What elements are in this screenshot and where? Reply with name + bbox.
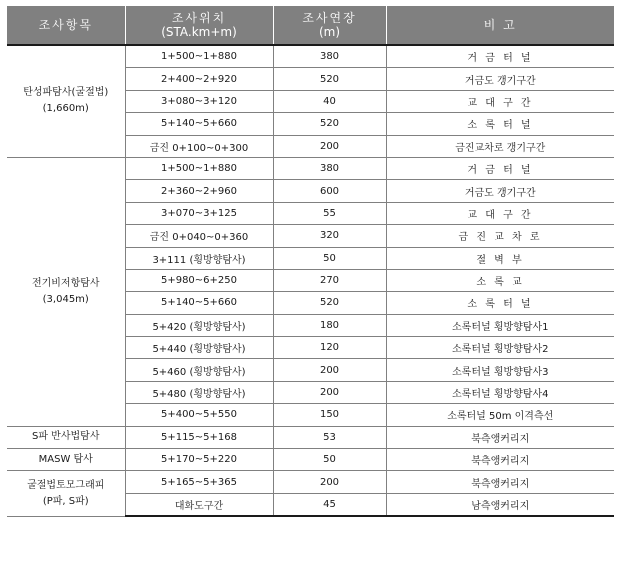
remark-cell: 교 대 구 간 (386, 202, 614, 224)
location-cell: 5+140~5+660 (125, 113, 273, 135)
survey-item-name: 전기비저항탐사 (31, 277, 100, 289)
length-cell: 180 (273, 314, 386, 336)
table-row (7, 426, 614, 448)
survey-item-cell (7, 45, 125, 157)
survey-item-cell (7, 157, 125, 426)
table-row (7, 157, 614, 179)
survey-item-name: 탄성파탐사(굴절법) (23, 87, 109, 99)
remark-cell: 소록터널 횡방향탐사1 (386, 314, 614, 336)
remark-cell: 거 금 터 널 (386, 45, 614, 68)
location-cell: 5+140~5+660 (125, 292, 273, 314)
length-cell: 270 (273, 269, 386, 291)
location-cell: 3+070~3+125 (125, 202, 273, 224)
location-cell: 5+980~6+250 (125, 269, 273, 291)
header-length: 조사연장 (m) (273, 6, 386, 46)
survey-item-cell (7, 426, 125, 448)
survey-item-total: (3,045m) (42, 293, 89, 305)
length-cell: 320 (273, 225, 386, 247)
remark-cell: 교 대 구 간 (386, 90, 614, 112)
length-cell: 55 (273, 202, 386, 224)
location-cell: 2+360~2+960 (125, 180, 273, 202)
remark-cell: 거금도 갱기구간 (386, 180, 614, 202)
location-cell: 금진 0+040~0+360 (125, 225, 273, 247)
length-cell: 50 (273, 247, 386, 269)
location-cell: 5+115~5+168 (125, 426, 273, 448)
survey-item-total: (1,660m) (42, 103, 89, 115)
remark-cell: 거금도 갱기구간 (386, 68, 614, 90)
remark-cell: 거 금 터 널 (386, 157, 614, 179)
remark-cell: 절 벽 부 (386, 247, 614, 269)
location-cell: 5+400~5+550 (125, 404, 273, 426)
remark-cell: 금 진 교 차 로 (386, 225, 614, 247)
length-cell: 45 (273, 493, 386, 516)
location-cell: 5+165~5+365 (125, 471, 273, 493)
remark-cell: 소록터널 횡방향탐사3 (386, 359, 614, 381)
location-cell: 1+500~1+880 (125, 157, 273, 179)
header-item: 조사항목 (7, 6, 125, 46)
location-cell: 5+170~5+220 (125, 449, 273, 471)
location-cell: 금진 0+100~0+300 (125, 135, 273, 157)
table-row (7, 471, 614, 493)
survey-item-name: S파 반사법탐사 (32, 431, 100, 443)
table-row (7, 449, 614, 471)
survey-table (7, 5, 614, 517)
length-cell: 380 (273, 45, 386, 68)
location-cell: 5+480 (횡방향탐사) (125, 381, 273, 403)
location-cell: 1+500~1+880 (125, 45, 273, 68)
remark-cell: 남측앵커리지 (386, 493, 614, 516)
remark-cell: 북측앵커리지 (386, 449, 614, 471)
location-cell: 5+440 (횡방향탐사) (125, 337, 273, 359)
length-cell: 380 (273, 157, 386, 179)
header-location: 조사위치 (STA.km+m) (125, 6, 273, 46)
remark-cell: 금진교차로 갱기구간 (386, 135, 614, 157)
length-cell: 53 (273, 426, 386, 448)
location-cell: 3+080~3+120 (125, 90, 273, 112)
survey-item-cell (7, 449, 125, 471)
table-row (7, 45, 614, 68)
location-cell: 대화도구간 (125, 493, 273, 516)
remark-cell: 소 록 터 널 (386, 113, 614, 135)
remark-cell: 북측앵커리지 (386, 471, 614, 493)
length-cell: 40 (273, 90, 386, 112)
survey-item-cell (7, 471, 125, 516)
length-cell: 50 (273, 449, 386, 471)
survey-item-name: MASW 탐사 (38, 453, 93, 465)
length-cell: 200 (273, 359, 386, 381)
remark-cell: 소 록 교 (386, 269, 614, 291)
location-cell: 3+111 (횡방향탐사) (125, 247, 273, 269)
header-row (7, 6, 614, 46)
header-remark: 비 고 (386, 6, 614, 46)
length-cell: 520 (273, 113, 386, 135)
remark-cell: 북측앵커리지 (386, 426, 614, 448)
length-cell: 120 (273, 337, 386, 359)
location-cell: 5+460 (횡방향탐사) (125, 359, 273, 381)
remark-cell: 소록터널 50m 이격측선 (386, 404, 614, 426)
length-cell: 520 (273, 68, 386, 90)
length-cell: 520 (273, 292, 386, 314)
length-cell: 200 (273, 381, 386, 403)
location-cell: 2+400~2+920 (125, 68, 273, 90)
length-cell: 150 (273, 404, 386, 426)
survey-item-name: 굴절법토모그래피 (27, 479, 105, 491)
survey-item-total: (P파, S파) (42, 495, 89, 507)
length-cell: 600 (273, 180, 386, 202)
location-cell: 5+420 (횡방향탐사) (125, 314, 273, 336)
remark-cell: 소록터널 횡방향탐사2 (386, 337, 614, 359)
remark-cell: 소 록 터 널 (386, 292, 614, 314)
remark-cell: 소록터널 횡방향탐사4 (386, 381, 614, 403)
length-cell: 200 (273, 471, 386, 493)
length-cell: 200 (273, 135, 386, 157)
